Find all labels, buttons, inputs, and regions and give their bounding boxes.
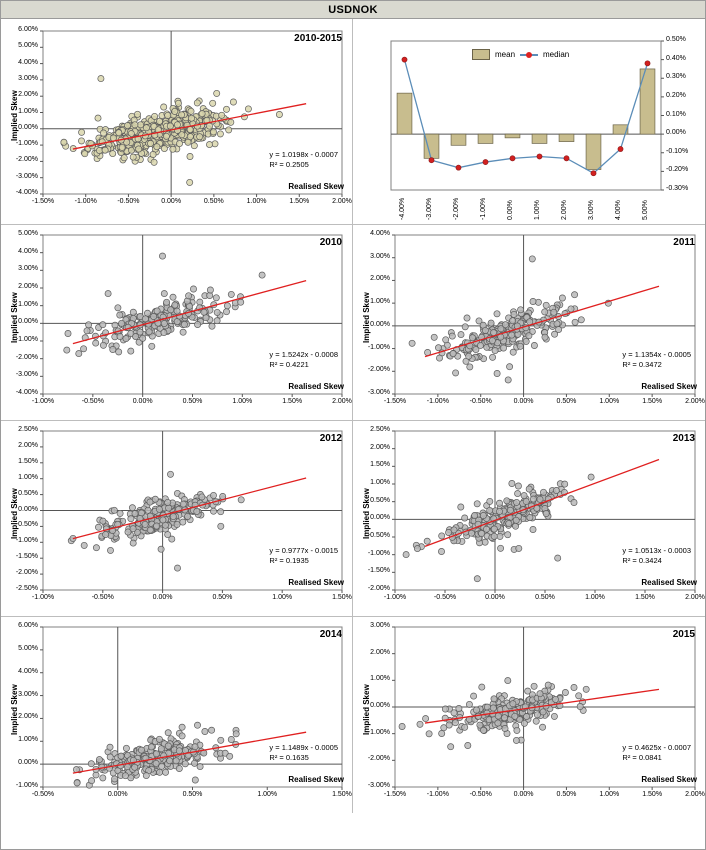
r-squared-value: R² = 0.2505 xyxy=(269,160,309,169)
x-tick-label: -1.00% xyxy=(426,791,449,798)
y-tick-label: 4.00% xyxy=(18,247,38,255)
equation-annotation xyxy=(269,546,338,566)
y-tick-label: 1.00% xyxy=(370,675,390,683)
y-tick-label: 2.00% xyxy=(18,441,38,449)
y-tick-label: 2.50% xyxy=(370,426,390,433)
y-tick-label: 0.50% xyxy=(18,489,38,497)
chart-title: 2012 xyxy=(319,433,342,444)
x-tick-label: 0.50% xyxy=(556,398,577,405)
x-tick-label: 1.00% xyxy=(599,398,620,405)
y-tick-label: -3.00% xyxy=(15,371,38,379)
x-tick-label: -0.50% xyxy=(433,594,457,601)
regression-equation: y = 0.9777x - 0.0015 xyxy=(269,546,338,555)
y-axis-title: Implied Skew xyxy=(10,291,19,343)
x-tick-label: 0.00% xyxy=(152,594,173,601)
y-tick-label: 1.00% xyxy=(18,107,38,115)
x-category-label: 5.00% xyxy=(641,200,649,220)
x-tick-label: 1.50% xyxy=(282,398,303,405)
y-tick-label: 0.00% xyxy=(18,123,38,131)
y-tick-label: 1.00% xyxy=(18,736,38,744)
equation-annotation xyxy=(269,150,338,170)
chart-cell-2014 xyxy=(1,617,353,813)
y-tick-label: -1.00% xyxy=(15,537,38,545)
y-tick-label: 2.00% xyxy=(18,283,38,290)
y-axis-title: Implied Skew xyxy=(362,487,371,539)
regression-equation: y = 1.5242x - 0.0008 xyxy=(269,350,338,359)
legend-swatch-mean xyxy=(472,49,490,60)
y-tick-label: 3.00% xyxy=(18,690,38,698)
legend-label-median: median xyxy=(543,50,570,59)
equation-annotation xyxy=(622,546,691,566)
y-tick-label: 0.10% xyxy=(666,110,686,118)
chart-legend xyxy=(472,49,569,60)
r-squared-value: R² = 0.0841 xyxy=(622,753,662,762)
x-tick-label: 0.50% xyxy=(212,594,233,601)
chart-cell-2010 xyxy=(1,225,353,421)
x-axis-title: Realised Skew xyxy=(641,578,697,587)
x-tick-label: 1.00% xyxy=(585,594,605,601)
y-tick-label: 6.00% xyxy=(18,622,38,629)
chart-title: 2014 xyxy=(319,629,342,640)
y-tick-label: -0.30% xyxy=(666,185,689,192)
y-tick-label: 3.00% xyxy=(370,622,390,629)
y-tick-label: 2.00% xyxy=(370,443,390,451)
y-axis-title: Implied Skew xyxy=(10,684,19,735)
x-tick-label: 1.00% xyxy=(246,198,267,205)
x-tick-label: 2.00% xyxy=(685,594,705,601)
x-axis-title: Realised Skew xyxy=(288,182,344,191)
y-tick-label: 5.00% xyxy=(18,644,38,652)
x-tick-label: 1.50% xyxy=(332,594,352,601)
y-tick-label: 0.50% xyxy=(666,36,686,43)
equation-annotation xyxy=(622,350,691,370)
y-tick-label: 1.50% xyxy=(18,457,38,465)
x-tick-label: -1.00% xyxy=(426,398,449,405)
y-tick-label: -1.00% xyxy=(367,728,390,736)
y-tick-label: 2.00% xyxy=(370,648,390,656)
x-tick-label: 1.50% xyxy=(332,791,352,798)
y-tick-label: -1.00% xyxy=(15,782,38,789)
y-tick-label: 2.00% xyxy=(18,713,38,721)
x-tick-label: 0.00% xyxy=(132,398,153,405)
x-category-label: 0.00% xyxy=(506,200,514,220)
y-tick-label: 1.50% xyxy=(370,461,390,469)
y-tick-label: -1.00% xyxy=(367,343,390,351)
y-axis-title: Implied Skew xyxy=(10,89,19,141)
x-tick-label: -1.00% xyxy=(383,594,407,601)
r-squared-value: R² = 0.3472 xyxy=(622,360,662,369)
x-tick-label: -1.00% xyxy=(31,398,55,405)
y-tick-label: 2.00% xyxy=(370,275,390,283)
y-tick-label: 2.50% xyxy=(18,426,38,433)
y-tick-label: 4.00% xyxy=(370,230,390,237)
r-squared-value: R² = 0.1935 xyxy=(269,556,309,565)
x-tick-label: -1.50% xyxy=(31,198,55,205)
x-tick-label: 0.00% xyxy=(107,791,128,798)
y-tick-label: 0.00% xyxy=(666,129,686,137)
chart-title: 2010-2015 xyxy=(294,33,342,44)
x-tick-label: 1.00% xyxy=(232,398,253,405)
chart-title: 2013 xyxy=(672,433,695,444)
x-tick-label: 1.50% xyxy=(642,398,663,405)
y-tick-label: -1.50% xyxy=(367,567,390,575)
y-tick-label: -4.00% xyxy=(15,389,38,396)
x-tick-label: -1.50% xyxy=(383,398,407,405)
window-title: USDNOK xyxy=(328,3,378,16)
chart-cell-2011 xyxy=(353,225,705,421)
chart-title: 2011 xyxy=(673,237,695,248)
x-tick-label: 0.50% xyxy=(535,594,555,601)
y-tick-label: 0.00% xyxy=(370,514,390,522)
chart-cell-2012 xyxy=(1,421,353,617)
x-tick-label: -0.50% xyxy=(469,398,492,405)
y-tick-label: -2.00% xyxy=(15,569,38,577)
x-tick-label: 1.50% xyxy=(289,198,310,205)
y-tick-label: 0.00% xyxy=(18,505,38,513)
x-tick-label: -1.00% xyxy=(31,594,55,601)
window-title-bar xyxy=(1,1,705,19)
y-tick-label: -0.20% xyxy=(666,166,689,174)
y-tick-label: -3.00% xyxy=(367,389,390,396)
x-tick-label: 1.00% xyxy=(272,594,293,601)
chart-cell-2010-2015 xyxy=(1,19,353,225)
y-tick-label: -1.00% xyxy=(15,140,38,148)
y-tick-label: 0.30% xyxy=(666,73,686,81)
equation-annotation xyxy=(622,743,691,763)
y-tick-label: 0.00% xyxy=(18,318,38,326)
y-tick-label: -1.00% xyxy=(367,549,390,557)
x-tick-label: 2.00% xyxy=(685,791,705,798)
x-tick-label: 1.00% xyxy=(257,791,278,798)
y-tick-label: -0.50% xyxy=(367,532,390,539)
x-axis-title: Realised Skew xyxy=(641,775,697,784)
y-tick-label: 4.00% xyxy=(18,667,38,675)
y-tick-label: 0.40% xyxy=(666,54,686,62)
x-tick-label: 0.50% xyxy=(556,791,577,798)
y-tick-label: 3.00% xyxy=(18,74,38,82)
chart-cell-distribution xyxy=(353,19,705,225)
y-tick-label: 3.00% xyxy=(18,265,38,273)
y-axis-title: Implied Skew xyxy=(362,291,371,343)
y-tick-label: -2.00% xyxy=(367,755,390,763)
chart-grid xyxy=(1,19,705,813)
x-axis-title: Realised Skew xyxy=(288,578,344,587)
x-tick-label: 1.50% xyxy=(642,791,663,798)
y-axis-title: Implied Skew xyxy=(10,487,19,539)
x-tick-label: 0.50% xyxy=(182,791,203,798)
x-tick-label: 0.00% xyxy=(485,594,505,601)
y-tick-label: 2.00% xyxy=(18,91,38,99)
y-tick-label: 1.00% xyxy=(18,300,38,308)
y-tick-label: 0.50% xyxy=(370,496,390,504)
x-tick-label: 0.50% xyxy=(203,198,224,205)
x-category-label: -2.00% xyxy=(452,197,460,220)
y-tick-label: -1.50% xyxy=(15,553,38,561)
x-tick-label: -0.50% xyxy=(81,398,104,405)
y-tick-label: 0.00% xyxy=(370,320,390,328)
y-tick-label: 3.00% xyxy=(370,252,390,260)
equation-annotation xyxy=(269,743,338,763)
x-tick-label: -0.50% xyxy=(469,791,492,798)
x-tick-label: -0.50% xyxy=(117,198,140,205)
x-axis-title: Realised Skew xyxy=(641,382,697,391)
x-tick-label: -1.50% xyxy=(383,791,407,798)
x-category-label: -3.00% xyxy=(425,197,433,220)
r-squared-value: R² = 0.3424 xyxy=(622,556,662,565)
x-tick-label: 0.00% xyxy=(513,398,534,405)
y-tick-label: -4.00% xyxy=(15,189,38,196)
y-tick-label: -3.00% xyxy=(367,782,390,789)
regression-equation: y = 1.0513x - 0.0003 xyxy=(622,546,691,555)
x-tick-label: 1.00% xyxy=(599,791,620,798)
regression-equation: y = 0.4625x - 0.0007 xyxy=(622,743,691,752)
y-tick-label: -2.00% xyxy=(15,156,38,164)
x-tick-label: -0.50% xyxy=(31,791,55,798)
y-tick-label: 4.00% xyxy=(18,58,38,66)
x-tick-label: 2.00% xyxy=(685,398,705,405)
x-tick-label: 0.00% xyxy=(513,791,534,798)
y-tick-label: 1.00% xyxy=(18,473,38,481)
y-tick-label: -2.00% xyxy=(367,585,390,592)
y-tick-label: 5.00% xyxy=(18,230,38,237)
regression-equation: y = 1.1489x - 0.0005 xyxy=(269,743,338,752)
equation-annotation xyxy=(269,350,338,370)
x-category-label: 1.00% xyxy=(533,200,541,220)
y-tick-label: -1.00% xyxy=(15,336,38,343)
y-tick-label: 0.00% xyxy=(18,759,38,767)
y-tick-label: -0.50% xyxy=(15,521,38,529)
y-tick-label: -3.00% xyxy=(15,172,38,180)
y-tick-label: 5.00% xyxy=(18,42,38,50)
y-tick-label: -2.50% xyxy=(15,585,38,592)
x-axis-title: Realised Skew xyxy=(288,382,344,391)
x-tick-label: 0.00% xyxy=(161,198,182,205)
x-category-label: 4.00% xyxy=(614,200,622,220)
y-tick-label: 0.20% xyxy=(666,91,686,99)
r-squared-value: R² = 0.1635 xyxy=(269,753,309,762)
y-tick-label: -0.10% xyxy=(666,147,689,155)
x-axis-title: Realised Skew xyxy=(288,775,344,784)
regression-equation: y = 1.1354x - 0.0005 xyxy=(622,350,691,359)
chart-cell-2013 xyxy=(353,421,705,617)
legend-swatch-median xyxy=(520,54,538,56)
y-tick-label: 6.00% xyxy=(18,26,38,33)
x-tick-label: 0.50% xyxy=(182,398,203,405)
x-category-label: 2.00% xyxy=(560,200,568,220)
x-category-label: -1.00% xyxy=(479,197,487,220)
legend-label-mean: mean xyxy=(495,50,516,59)
chart-cell-2015 xyxy=(353,617,705,813)
y-tick-label: -2.00% xyxy=(15,353,38,361)
x-category-label: -4.00% xyxy=(398,197,406,220)
y-tick-label: 1.00% xyxy=(370,298,390,306)
x-category-label: 3.00% xyxy=(587,200,595,220)
x-tick-label: 2.00% xyxy=(332,198,352,205)
y-tick-label: -2.00% xyxy=(367,366,390,374)
chart-title: 2010 xyxy=(319,237,342,248)
y-tick-label: 0.00% xyxy=(370,702,390,709)
x-tick-label: -0.50% xyxy=(91,594,114,601)
y-tick-label: 1.00% xyxy=(370,479,390,486)
scatter-plot-area xyxy=(1,19,352,224)
x-tick-label: -1.00% xyxy=(74,198,97,205)
regression-equation: y = 1.0198x - 0.0007 xyxy=(269,150,338,159)
y-axis-title: Implied Skew xyxy=(362,684,371,735)
x-tick-label: 1.50% xyxy=(635,594,655,601)
chart-title: 2015 xyxy=(672,629,695,640)
x-tick-label: 2.00% xyxy=(332,398,352,405)
r-squared-value: R² = 0.4221 xyxy=(269,360,309,369)
